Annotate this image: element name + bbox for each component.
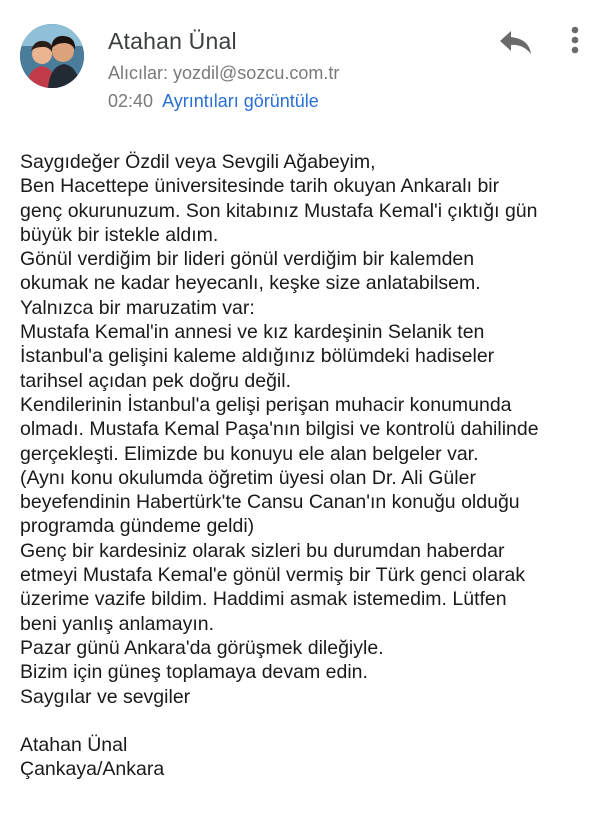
body-line: okumak ne kadar heyecanlı, keşke size anlatabilsem.	[20, 272, 481, 295]
body-line: Saygılar ve sevgiler	[20, 685, 191, 708]
body-line: Mustafa Kemal'in annesi ve kız kardeşinin Selanik ten	[20, 321, 485, 344]
body-line: olmadı. Mustafa Kemal Paşa'nın bilgisi ve kontrolü dahilinde	[20, 418, 539, 441]
body-line: Pazar günü Ankara'da görüşmek dileğiyle.	[20, 636, 384, 659]
sender-avatar[interactable]	[20, 24, 84, 88]
body-line: üzerime vazife bildim. Haddimi asmak istemedim. Lütfen	[20, 588, 507, 611]
body-line: etmeyi Mustafa Kemal'e gönül vermiş bir Türk genci olarak	[20, 564, 526, 587]
more-options-button[interactable]	[560, 22, 590, 58]
body-line: Yalnızca bir maruzatim var:	[20, 296, 255, 319]
body-line: Genç bir kardesiniz olarak sizleri bu durumdan haberdar	[20, 539, 505, 562]
message-time: 02:40	[108, 91, 154, 111]
body-line: tarihsel açıdan pek doğru değil.	[20, 369, 292, 392]
body-line: beni yanlış anlamayın.	[20, 612, 215, 635]
body-line: Bizim için güneş toplamaya devam edin.	[20, 661, 368, 684]
signature-name: Atahan Ünal	[20, 734, 128, 757]
more-vertical-icon	[560, 22, 590, 58]
meta-row	[108, 91, 319, 112]
body-line: İstanbul'a gelişini kaleme aldığınız bölümdeki hadiseler	[20, 345, 495, 368]
avatar-photo-icon	[20, 24, 84, 88]
body-line: gerçekleşti. Elimizde bu konuyu ele alan belgeler var.	[20, 442, 479, 465]
recipients-line: Alıcılar: yozdil@sozcu.com.tr	[108, 63, 340, 83]
paragraph-gap	[20, 709, 592, 733]
sender-name: Atahan Ünal	[108, 28, 237, 54]
reply-icon	[496, 24, 536, 60]
body-line: Gönül verdiğim bir lideri gönül verdiğim bir kalemden	[20, 248, 475, 271]
body-line: programda gündeme geldi)	[20, 515, 255, 538]
signature-location: Çankaya/Ankara	[20, 758, 165, 781]
body-line: büyük bir istekle aldım.	[20, 223, 219, 246]
email-header	[0, 0, 602, 125]
reply-button[interactable]	[496, 24, 536, 60]
body-line: beyefendinin Habertürk'te Cansu Canan'ın konuğu olduğu	[20, 491, 520, 514]
body-line: Kendilerinin İstanbul'a gelişi perişan muhacir konumunda	[20, 393, 512, 416]
body-line: Saygıdeğer Özdil veya Sevgili Ağabeyim,	[20, 151, 376, 173]
body-line: genç okurunuzum. Son kitabınız Mustafa Kemal'i çıktığı gün	[20, 199, 538, 222]
message-body	[20, 150, 592, 782]
body-line: (Aynı konu okulumda öğretim üyesi olan Dr. Ali Güler	[20, 466, 476, 489]
body-line: Ben Hacettepe üniversitesinde tarih okuyan Ankaralı bir	[20, 175, 500, 198]
view-details-link[interactable]: Ayrıntıları görüntüle	[162, 91, 319, 111]
